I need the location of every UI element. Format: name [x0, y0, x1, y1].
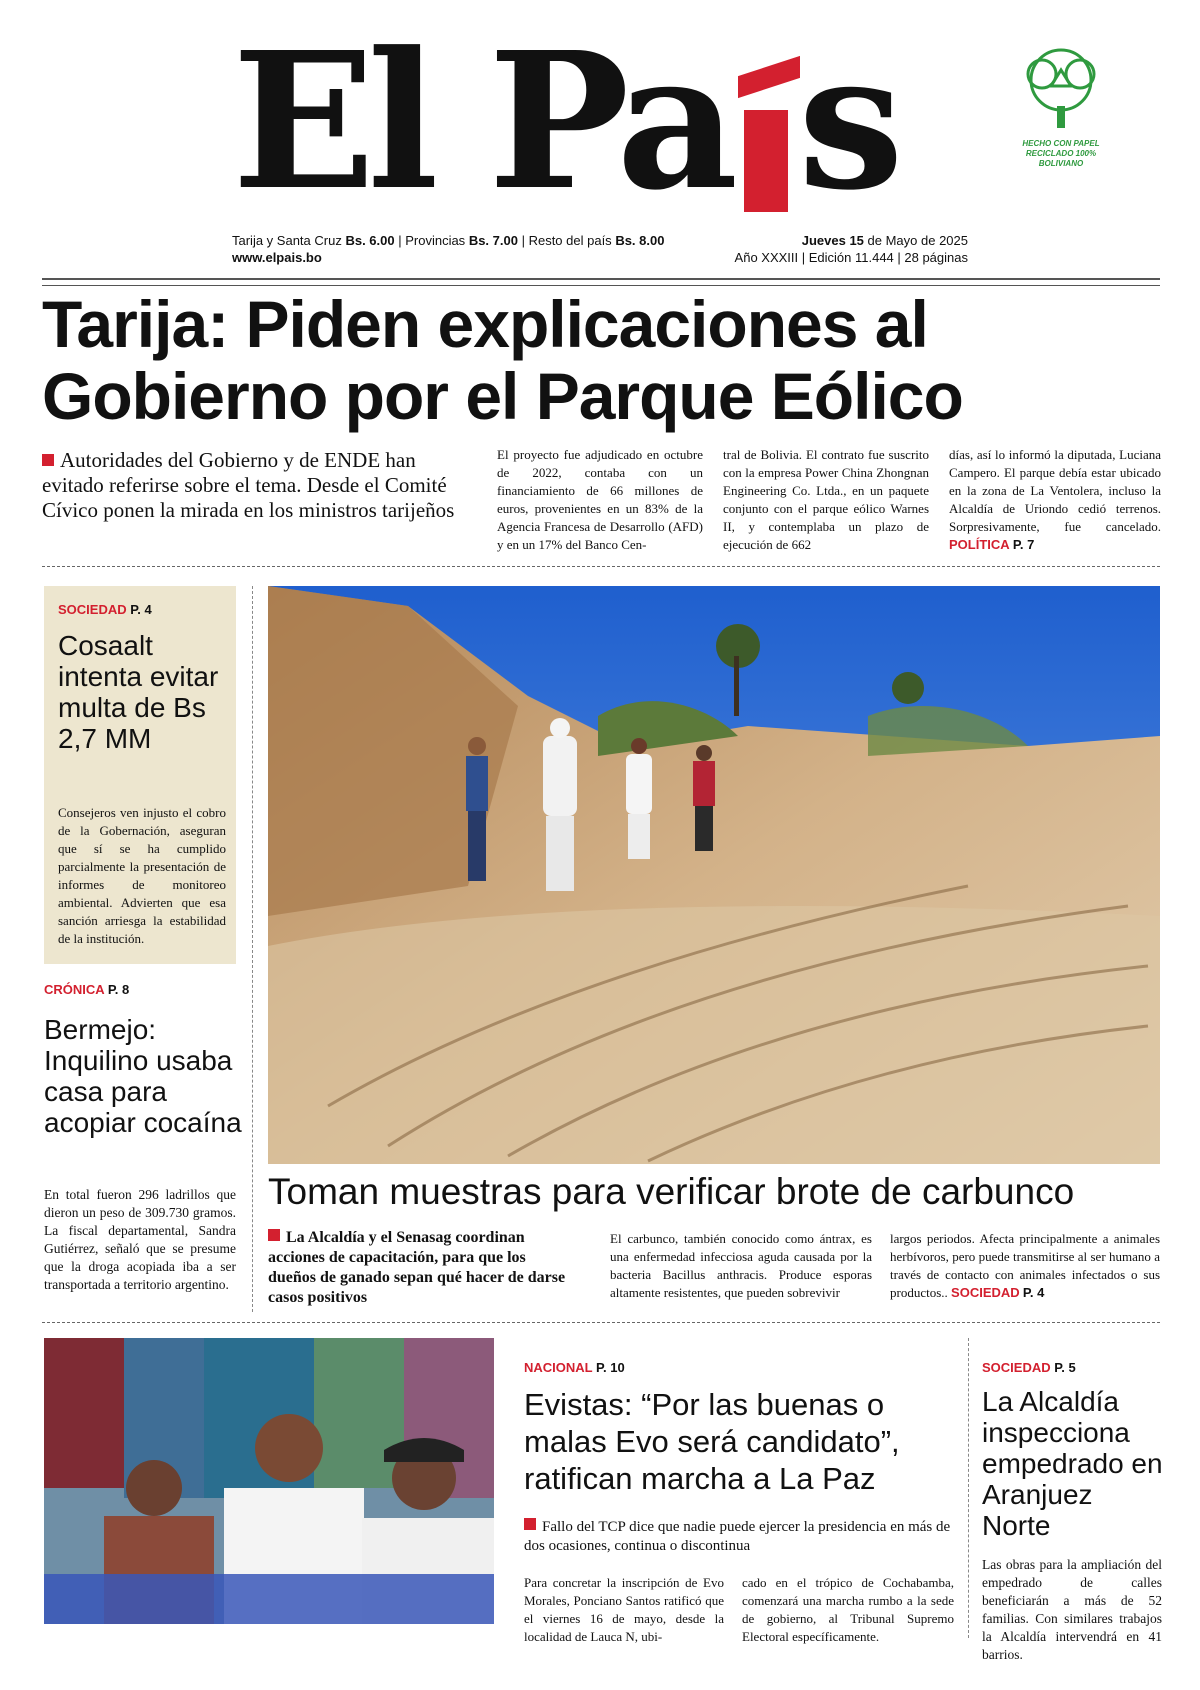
photo-story-deck — [268, 1228, 568, 1308]
price-line: Tarija y Santa Cruz Bs. 6.00 | Provincias Bs. 7.00 | Resto del país Bs. 8.00 — [232, 233, 665, 248]
lead-column-3-text: días, así lo informó la diputada, Luciana Campero. El parque debía estar ubicado en la zona de La Ventolera, incluso la Alcaldía de Uriondo cedió terrenos. Sorpresivamente, fue cancelado. — [949, 447, 1161, 534]
lead-column-3 — [949, 446, 1161, 554]
evistas-kicker — [524, 1360, 625, 1375]
masthead — [232, 11, 992, 232]
price-value-2: Bs. 7.00 — [468, 233, 518, 248]
photo-story-deck-text: La Alcaldía y el Senasag coordinan acciones de capacitación, para que los dueños de ganado sepan qué hacer de darse casos positivos — [268, 1229, 566, 1306]
photo-story-column-2-text: largos periodos. Afecta principalmente a animales herbívoros, pero puede transmitirse al ser humano a través de contacto con animales infectados o sus productos.. — [890, 1231, 1160, 1300]
brief-kicker — [58, 602, 152, 617]
photo-story-column-1: El carbunco, también conocido como ántrax, es una enfermedad infecciosa aguda causada por la bacteria Bacillus anthracis. Produce esporas altamente resistentes, que pueden sobrevivir — [610, 1231, 872, 1300]
brief-box-cosaalt[interactable] — [44, 586, 236, 964]
masthead-logo-part1: El Pa — [232, 11, 731, 232]
alcaldia-page: P. 5 — [1054, 1360, 1076, 1375]
recycled-paper-badge — [1006, 44, 1116, 168]
lead-divider — [42, 566, 1160, 567]
brief2-section: CRÓNICA — [44, 982, 105, 997]
photo-story-headline[interactable]: Toman muestras para verificar brote de carbunco — [268, 1171, 1075, 1212]
alcaldia-kicker — [982, 1360, 1076, 1375]
evistas-headline[interactable]: Evistas: “Por las buenas o malas Evo será candidato”, ratifican marcha a La Paz — [524, 1387, 900, 1496]
alcaldia-headline[interactable]: La Alcaldía inspecciona empedrado en Aranjuez Norte — [982, 1386, 1163, 1541]
price-label-1: Tarija y Santa Cruz — [232, 233, 342, 248]
lead-headline[interactable] — [42, 288, 1172, 432]
lead-deck-text: Autoridades del Gobierno y de ENDE han evitado referirse sobre el tema. Desde el Comité Cívico ponen la mirada en los ministros tarijeños — [42, 448, 455, 522]
lead-headline-line1: Tarija: Piden explicaciones al — [42, 287, 928, 361]
website[interactable]: www.elpais.bo — [232, 250, 322, 265]
column-divider-2 — [968, 1338, 969, 1638]
brief-body: Consejeros ven injusto el cobro de la Gobernación, aseguran que sí se ha cumplido parcialmente la presentación de informes de monitoreo ambiental. Advierten que esa sanción arriesga la estabilidad de la institución. — [58, 805, 226, 946]
price-value-1: Bs. 6.00 — [345, 233, 395, 248]
price-label-3: Resto del país — [528, 233, 612, 248]
masthead-rule — [42, 278, 1160, 286]
column-divider — [252, 586, 253, 1312]
alcaldia-section: SOCIEDAD — [982, 1360, 1051, 1375]
edition-info: Año XXXIII | Edición 11.444 | 28 páginas — [734, 250, 968, 265]
evo-rally-photo — [44, 1338, 494, 1624]
bullet-square-icon — [42, 454, 54, 466]
recycled-paper-text: HECHO CON PAPEL RECICLADO 100% BOLIVIANO — [1022, 139, 1100, 168]
brief-headline: Cosaalt intenta evitar multa de Bs 2,7 MM — [58, 630, 219, 754]
evistas-deck-text: Fallo del TCP dice que nadie puede ejercer la presidencia en más de dos ocasiones, continua o discontinua — [524, 1519, 951, 1554]
evistas-deck — [524, 1518, 954, 1556]
brief-section: SOCIEDAD — [58, 602, 127, 617]
price-label-2: Provincias — [405, 233, 466, 248]
date-number: 15 — [849, 233, 864, 248]
recycle-tree-icon — [1006, 44, 1116, 134]
evo-rally-photo-image — [44, 1338, 494, 1624]
brief2-body: En total fueron 296 ladrillos que dieron un peso de 309.730 gramos. La fiscal departamental, Sandra Gutiérrez, señaló que se presume que la droga acopiada iba a ser transportada a territorio argentino. — [44, 1187, 236, 1292]
price-value-3: Bs. 8.00 — [615, 233, 665, 248]
evistas-page: P. 10 — [596, 1360, 625, 1375]
date-rest: de Mayo de 2025 — [867, 233, 968, 248]
brief2-kicker — [44, 982, 129, 997]
lead-deck — [42, 448, 477, 523]
photo-story-section-tag[interactable]: SOCIEDAD — [951, 1285, 1020, 1300]
photo-story-column-2 — [890, 1230, 1160, 1302]
evistas-column-2: cado en el trópico de Cochabamba, comenzará una marcha rumbo a la sede de gobierno, al Tribunal Supremo Electoral específicamente. — [742, 1575, 954, 1644]
evistas-column-1: Para concretar la inscripción de Evo Morales, Ponciano Santos ratificó que el viernes 16 de mayo, desde la localidad de Lauca N, ubi- — [524, 1575, 724, 1644]
lead-column-2: tral de Bolivia. El contrato fue suscrito con la empresa Power China Zhongnan Engineering Co. Ltda., en un paquete conjunto con el parque eólico Warnes II, y contemplaba un plazo de ejecución de 662 — [723, 447, 929, 552]
lead-column-1: El proyecto fue adjudicado en octubre de 2022, contaba con un financiamiento de 66 millones de euros, provenientes en un 83% de la Agencia Francesa de Desarrollo (AFD) y en un 17% del Banco Cen- — [497, 447, 703, 552]
evistas-section: NACIONAL — [524, 1360, 593, 1375]
bullet-square-icon — [524, 1518, 536, 1530]
date-day: Jueves — [801, 233, 846, 248]
alcaldia-body: Las obras para la ampliación del empedrado de calles beneficiarán a más de 52 familias. Con similares trabajos la Alcaldía intervendrá en 41 barrios. — [982, 1557, 1162, 1662]
masthead-logo-red-i — [744, 110, 788, 212]
masthead-logo-accent — [738, 56, 800, 98]
brief2-page: P. 8 — [107, 982, 130, 997]
brief2-headline[interactable]: Bermejo: Inquilino usaba casa para acopiar cocaína — [44, 1014, 242, 1138]
lead-page-ref: P. 7 — [1012, 537, 1035, 552]
photo-story-page-ref: P. 4 — [1022, 1285, 1045, 1300]
carbunco-photo-image — [268, 586, 1160, 1164]
photo-story-divider — [42, 1322, 1160, 1323]
masthead-logo-part2: s — [798, 11, 896, 232]
lead-section-tag[interactable]: POLÍTICA — [949, 537, 1010, 552]
issue-date — [700, 232, 968, 249]
bullet-square-icon — [268, 1229, 280, 1241]
brief-page: P. 4 — [130, 602, 152, 617]
carbunco-photo — [268, 586, 1160, 1164]
lead-headline-line2: Gobierno por el Parque Eólico — [42, 359, 963, 433]
